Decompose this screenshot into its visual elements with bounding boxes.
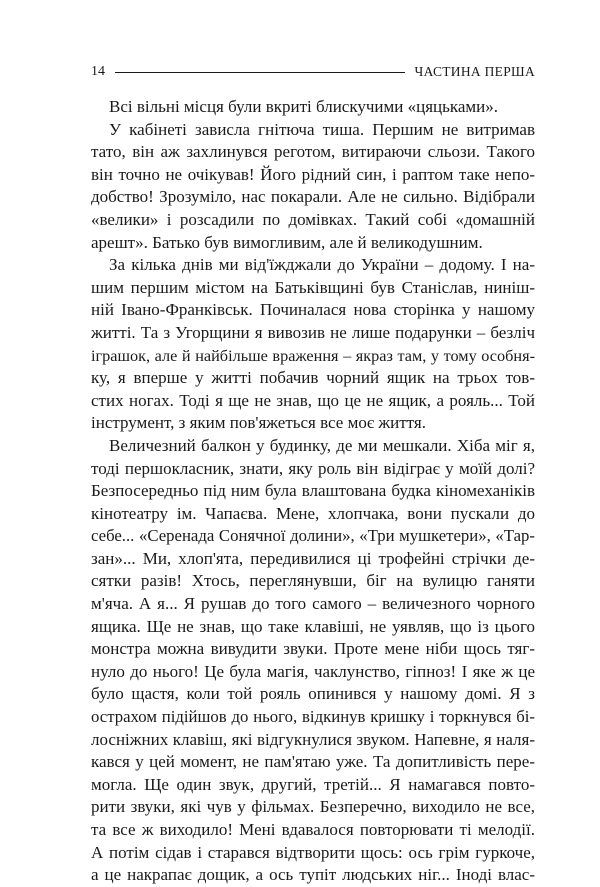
text-line: Безпосередньо під ним була влаштована будка кіномеханіків bbox=[91, 481, 535, 501]
text-line: ній Івано-Франківськ. Починалася нова сторінка у нашому bbox=[91, 300, 535, 320]
running-head: ЧАСТИНА ПЕРША bbox=[414, 64, 535, 79]
text-line: острахом підійшов до нього, відкинув кришку і торкнувся бі- bbox=[91, 707, 535, 727]
text-line: У кабінеті зависла гнітюча тиша. Першим не витримав bbox=[109, 119, 535, 139]
text-line: він точно не очікував! Його рідний син, і раптом таке непо- bbox=[91, 164, 535, 184]
text-line: було щастя, коли той рояль опинився у нашому домі. Я з bbox=[91, 684, 535, 704]
paragraph bbox=[91, 254, 535, 435]
text-line: нуло до нього! Це була магія, чаклунство, гіпноз! І яке ж це bbox=[91, 661, 535, 681]
header-rule bbox=[115, 72, 405, 73]
paragraph bbox=[91, 435, 535, 887]
text-line: монстра можна вивудити звуки. Проте мене ніби щось тяг- bbox=[91, 639, 535, 659]
text-line: інструмент, з яким пов'яжеться все моє життя. bbox=[91, 413, 426, 433]
text-line: могла. Ще один звук, другий, третій... Я намагався повто- bbox=[91, 774, 535, 794]
text-line: рити звуки, які чув у фільмах. Безперечно, виходило не все, bbox=[91, 797, 535, 817]
page-header bbox=[91, 63, 535, 81]
paragraph bbox=[91, 96, 535, 119]
text-line: добство! Зрозуміло, нас покарали. Але не сильно. Відібрали bbox=[91, 187, 535, 207]
text-line: ящика. Ще не знав, що таке клавіші, не уявляв, що із цього bbox=[91, 616, 535, 636]
text-line: кінотеатру ім. Чапаєва. Мене, хлопчака, вони пускали до bbox=[91, 503, 535, 523]
page-number: 14 bbox=[91, 64, 105, 79]
text-line: кався у цей момент, не пам'ятаю уже. Та допитливість пере- bbox=[91, 752, 535, 772]
text-line: шим першим містом на Батьківщині був Станіслав, нинiш- bbox=[91, 277, 535, 297]
text-line: а це накрапає дощик, а ось тупіт людських ніг... Іноді влас- bbox=[91, 865, 535, 885]
paragraph bbox=[91, 119, 535, 255]
text-line: тоді першокласник, знати, яку роль він відіграє у моїй долі? bbox=[91, 458, 535, 478]
text-line: Всі вільні місця були вкриті блискучими «цяцьками». bbox=[109, 97, 499, 116]
text-line: За кілька днів ми від'їжджали до України – додому. І на- bbox=[109, 255, 535, 275]
text-line: тато, він аж захлинувся реготом, витираючи сльози. Такого bbox=[91, 142, 535, 162]
text-line: «велики» і розсадили по домівках. Такий собі «домашній bbox=[91, 209, 535, 229]
text-line: ку, я вперше у житті побачив чорний ящик на трьох тов- bbox=[91, 368, 535, 388]
text-line: сятки разів! Хтось, переглянувши, біг на вулицю ганяти bbox=[91, 571, 535, 591]
text-line: та все ж виходило! Мені вдавалося повторювати ті мелодії. bbox=[91, 820, 535, 839]
text-line: житті. Та з Угорщини я вивозив не лише подарунки – безліч bbox=[91, 322, 535, 342]
text-line: м'яча. А я... Я рушав до того самого – величезного чорного bbox=[91, 594, 535, 614]
text-line: зан»... Ми, хлоп'ята, передивилися ці трофейні стрічки де- bbox=[91, 548, 535, 568]
text-line: Величезний балкон у будинку, де ми мешкали. Хіба міг я, bbox=[109, 435, 535, 455]
text-line: А потім сідав і старався відтворити щось: ось грім гуркоче, bbox=[91, 842, 535, 862]
text-line: арешт». Батько був вимогливим, але й великодушним. bbox=[91, 232, 483, 252]
text-line: себе... «Серенада Сонячної долини», «Три мушкетери», «Тар- bbox=[91, 526, 535, 546]
body-text bbox=[91, 96, 535, 887]
text-line: іграшок, але й найбільше враження – якраз там, у тому особня- bbox=[91, 346, 535, 365]
text-line: лосніжних клавіш, які відгукнулися звуком. Напевне, я наля- bbox=[91, 729, 535, 749]
text-line: стих ногах. Тоді я ще не знав, що це не ящик, а рояль... Той bbox=[91, 390, 535, 410]
